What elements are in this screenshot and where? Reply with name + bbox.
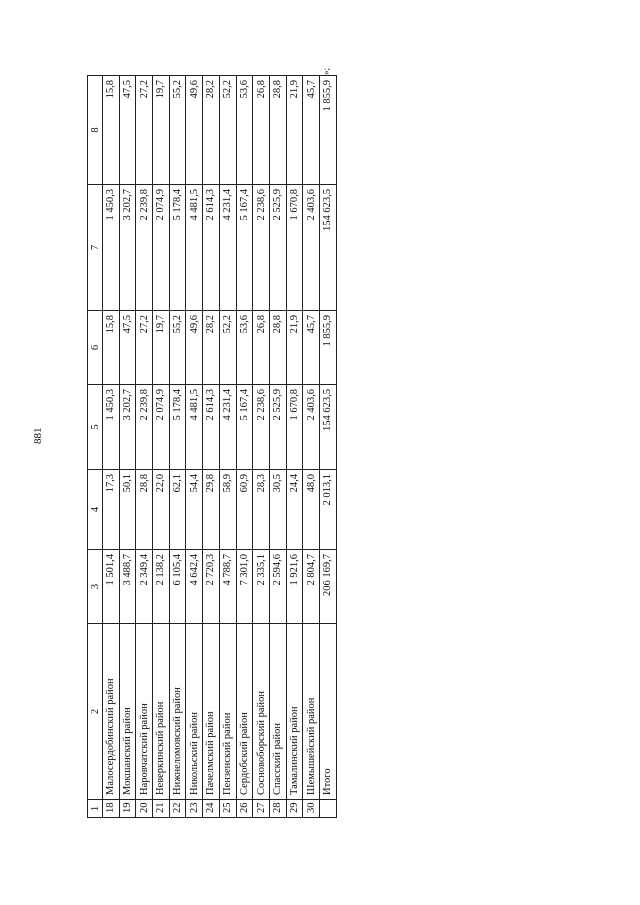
cell-text: 53,6 <box>238 80 250 99</box>
value-cell <box>136 470 153 550</box>
header-row <box>88 76 103 818</box>
value-cell <box>236 76 253 185</box>
cell-text: 1 855,9 <box>322 80 334 112</box>
value-cell <box>169 550 186 624</box>
cell-text: 55,2 <box>172 80 184 99</box>
table-row <box>219 76 236 818</box>
cell-text: 26,8 <box>255 80 267 99</box>
value-cell <box>103 550 120 624</box>
value-cell <box>286 385 303 470</box>
value-cell <box>103 470 120 550</box>
value-cell <box>169 76 186 185</box>
value-cell <box>269 185 286 311</box>
district-name-cell <box>203 624 220 800</box>
cell-text: 22 <box>172 802 184 813</box>
cell-text: 2 239,8 <box>138 189 150 221</box>
table-row <box>136 76 153 818</box>
row-number-cell <box>286 800 303 818</box>
cell-text: 2 013,1 <box>322 474 334 506</box>
row-number-cell <box>103 800 120 818</box>
cell-text: 25 <box>222 802 234 813</box>
value-cell <box>319 185 336 311</box>
cell-text: Нижнеломовский район <box>172 687 184 795</box>
value-cell <box>303 311 320 385</box>
value-cell <box>219 470 236 550</box>
district-name-cell <box>169 624 186 800</box>
table-row <box>303 76 320 818</box>
value-cell <box>253 470 270 550</box>
table-row <box>203 76 220 818</box>
value-cell <box>153 385 170 470</box>
table-row <box>119 76 136 818</box>
cell-text: 45,7 <box>305 80 317 99</box>
cell-text: 2 074,9 <box>155 389 167 421</box>
cell-text: Неверкинский район <box>155 701 167 795</box>
value-cell <box>169 185 186 311</box>
cell-text: 2 238,6 <box>255 189 267 221</box>
cell-text: Наровчатский район <box>138 703 150 795</box>
value-cell <box>119 185 136 311</box>
cell-text: 206 169,7 <box>322 554 334 596</box>
rotated-table-container <box>87 68 337 818</box>
value-cell <box>169 311 186 385</box>
value-cell <box>319 385 336 470</box>
cell-text: Никольский район <box>188 712 200 795</box>
cell-text: 28,2 <box>205 80 217 99</box>
row-number-cell <box>169 800 186 818</box>
cell-text: 27,2 <box>138 80 150 99</box>
cell-text: 29 <box>288 802 300 813</box>
cell-text: 28,8 <box>138 474 150 493</box>
cell-text: 2 614,3 <box>205 389 217 421</box>
value-cell <box>253 185 270 311</box>
value-cell <box>319 470 336 550</box>
cell-text: 1 670,8 <box>288 389 300 421</box>
column-header: 6 <box>88 311 103 385</box>
total-row <box>319 76 336 818</box>
value-cell <box>153 470 170 550</box>
cell-text: 1 921,6 <box>288 554 300 586</box>
row-number-cell <box>186 800 203 818</box>
cell-text: 2 335,1 <box>255 554 267 586</box>
value-cell <box>136 385 153 470</box>
cell-text: 58,9 <box>222 474 234 493</box>
cell-text: 23 <box>188 802 200 813</box>
cell-text: 2 804,7 <box>305 554 317 586</box>
value-cell <box>269 550 286 624</box>
value-cell <box>153 76 170 185</box>
value-cell <box>269 385 286 470</box>
value-cell <box>219 76 236 185</box>
value-cell <box>253 550 270 624</box>
value-cell <box>286 76 303 185</box>
value-cell <box>319 311 336 385</box>
cell-text: 18 <box>105 802 117 813</box>
row-number-cell <box>203 800 220 818</box>
cell-text: 3 202,7 <box>122 389 134 421</box>
cell-text: 4 231,4 <box>222 389 234 421</box>
value-cell <box>236 470 253 550</box>
value-cell <box>286 185 303 311</box>
table-row <box>169 76 186 818</box>
cell-text: 47,5 <box>122 80 134 99</box>
value-cell <box>203 311 220 385</box>
cell-text: 4 788,7 <box>222 554 234 586</box>
cell-text: 19,7 <box>155 80 167 99</box>
cell-text: 2 403,6 <box>305 189 317 221</box>
cell-text: Шемышейский район <box>305 697 317 795</box>
value-cell <box>219 550 236 624</box>
cell-text: 3 202,7 <box>122 189 134 221</box>
cell-text: Пензенский район <box>222 712 234 795</box>
cell-text: 28,3 <box>255 474 267 493</box>
value-cell <box>219 311 236 385</box>
cell-text: 4 231,4 <box>222 189 234 221</box>
value-cell <box>269 311 286 385</box>
district-name-cell <box>303 624 320 800</box>
cell-text: 4 481,5 <box>188 389 200 421</box>
district-name-cell <box>319 624 336 800</box>
value-cell <box>136 76 153 185</box>
cell-text: 60,9 <box>238 474 250 493</box>
cell-text: 17,3 <box>105 474 117 493</box>
value-cell <box>153 311 170 385</box>
column-header: 5 <box>88 385 103 470</box>
cell-text: 4 481,5 <box>188 189 200 221</box>
district-name-cell <box>153 624 170 800</box>
value-cell <box>253 311 270 385</box>
cell-text: 6 105,4 <box>172 554 184 586</box>
value-cell <box>169 470 186 550</box>
cell-text: 2 594,6 <box>272 554 284 586</box>
cell-text: 20 <box>138 802 150 813</box>
cell-text: 55,2 <box>172 315 184 334</box>
value-cell <box>303 470 320 550</box>
cell-text: 28,8 <box>272 80 284 99</box>
value-cell <box>319 68 336 185</box>
cell-text: 1 855,9 <box>322 315 334 347</box>
cell-text: 49,6 <box>188 80 200 99</box>
cell-text: Сосновоборский район <box>255 690 267 795</box>
value-cell <box>203 76 220 185</box>
cell-text: 2 074,9 <box>155 189 167 221</box>
cell-text: 28,2 <box>205 315 217 334</box>
cell-text: Пачелмский район <box>205 711 217 795</box>
value-cell <box>303 185 320 311</box>
row-number-cell <box>303 800 320 818</box>
value-cell <box>286 311 303 385</box>
value-cell <box>236 385 253 470</box>
value-cell <box>136 311 153 385</box>
cell-text: 62,1 <box>172 474 184 493</box>
value-cell <box>303 76 320 185</box>
cell-text: 19 <box>122 802 134 813</box>
value-cell <box>186 311 203 385</box>
value-cell <box>286 550 303 624</box>
value-cell <box>186 470 203 550</box>
cell-text: 154 623,5 <box>322 389 334 431</box>
cell-text: 47,5 <box>122 315 134 334</box>
cell-text: Мокшанский район <box>122 707 134 795</box>
column-header: 4 <box>88 470 103 550</box>
value-cell <box>103 76 120 185</box>
cell-text: 2 403,6 <box>305 389 317 421</box>
column-header: 2 <box>88 624 103 800</box>
cell-text: 15,8 <box>105 315 117 334</box>
cell-text: 53,6 <box>238 315 250 334</box>
value-cell <box>136 550 153 624</box>
cell-text: 21,9 <box>288 80 300 99</box>
cell-text: 5 178,4 <box>172 389 184 421</box>
table-row <box>286 76 303 818</box>
value-cell <box>103 185 120 311</box>
table-row <box>253 76 270 818</box>
cell-text: 27,2 <box>138 315 150 334</box>
district-name-cell <box>236 624 253 800</box>
cell-text: 45,7 <box>305 315 317 334</box>
district-name-cell <box>119 624 136 800</box>
cell-text: 28 <box>272 802 284 813</box>
row-number-cell <box>119 800 136 818</box>
row-number-cell <box>153 800 170 818</box>
district-name-cell <box>219 624 236 800</box>
value-cell <box>219 385 236 470</box>
value-cell <box>203 470 220 550</box>
value-cell <box>236 550 253 624</box>
cell-text: 26,8 <box>255 315 267 334</box>
column-header: 1 <box>88 800 103 818</box>
cell-text: 2 720,3 <box>205 554 217 586</box>
table-row <box>153 76 170 818</box>
cell-text: 1 450,3 <box>105 389 117 421</box>
cell-text: Сердобский район <box>238 712 250 795</box>
value-cell <box>169 385 186 470</box>
cell-text: Малосердобинский район <box>105 678 117 795</box>
cell-text: 2 238,6 <box>255 389 267 421</box>
cell-text: 26 <box>238 802 250 813</box>
value-cell <box>186 76 203 185</box>
value-cell <box>103 385 120 470</box>
value-cell <box>119 311 136 385</box>
value-cell <box>119 76 136 185</box>
cell-text: 49,6 <box>188 315 200 334</box>
value-cell <box>119 385 136 470</box>
cell-text: 5 167,4 <box>238 389 250 421</box>
column-header: 3 <box>88 550 103 624</box>
value-cell <box>153 550 170 624</box>
page-number: 881 <box>32 427 44 444</box>
cell-text: 4 642,4 <box>188 554 200 586</box>
cell-text: 22,0 <box>155 474 167 493</box>
table-row <box>269 76 286 818</box>
cell-text: 54,4 <box>188 474 200 493</box>
row-number-cell <box>269 800 286 818</box>
value-cell <box>186 385 203 470</box>
cell-text: 48,0 <box>305 474 317 493</box>
value-cell <box>269 470 286 550</box>
cell-text: 21 <box>155 802 167 813</box>
row-number-cell <box>136 800 153 818</box>
value-cell <box>219 185 236 311</box>
value-cell <box>236 185 253 311</box>
cell-text: 50,1 <box>122 474 134 493</box>
value-cell <box>236 311 253 385</box>
cell-text: 154 623,5 <box>322 189 334 231</box>
district-name-cell <box>186 624 203 800</box>
cell-text: Итого <box>322 768 334 795</box>
table-row <box>236 76 253 818</box>
row-number-cell <box>319 800 336 818</box>
column-header: 7 <box>88 185 103 311</box>
data-table <box>87 68 337 818</box>
cell-text: 2 349,4 <box>138 554 150 586</box>
cell-text: 30 <box>305 802 317 813</box>
value-cell <box>319 550 336 624</box>
value-cell <box>103 311 120 385</box>
column-header: 8 <box>88 76 103 185</box>
cell-text: 28,8 <box>272 315 284 334</box>
value-cell <box>153 185 170 311</box>
cell-text: 2 138,2 <box>155 554 167 586</box>
value-cell <box>203 385 220 470</box>
row-number-cell <box>236 800 253 818</box>
cell-text: 29,8 <box>205 474 217 493</box>
value-cell <box>119 470 136 550</box>
value-cell <box>303 550 320 624</box>
value-cell <box>203 550 220 624</box>
district-name-cell <box>286 624 303 800</box>
value-cell <box>119 550 136 624</box>
district-name-cell <box>269 624 286 800</box>
district-name-cell <box>136 624 153 800</box>
cell-text: 24,4 <box>288 474 300 493</box>
value-cell <box>303 385 320 470</box>
cell-text: 24 <box>205 802 217 813</box>
cell-text: 27 <box>255 802 267 813</box>
row-number-cell <box>253 800 270 818</box>
closing-quote-mark: »; <box>320 68 331 76</box>
cell-text: 19,7 <box>155 315 167 334</box>
district-name-cell <box>103 624 120 800</box>
cell-text: 15,8 <box>105 80 117 99</box>
value-cell <box>253 76 270 185</box>
value-cell <box>269 76 286 185</box>
row-number-cell <box>219 800 236 818</box>
value-cell <box>253 385 270 470</box>
cell-text: 52,2 <box>222 315 234 334</box>
value-cell <box>286 470 303 550</box>
cell-text: 1 501,4 <box>105 554 117 586</box>
value-cell <box>186 550 203 624</box>
cell-text: Спасский район <box>272 723 284 795</box>
value-cell <box>136 185 153 311</box>
cell-text: 5 178,4 <box>172 189 184 221</box>
table-row <box>186 76 203 818</box>
district-name-cell <box>253 624 270 800</box>
cell-text: 3 488,7 <box>122 554 134 586</box>
cell-text: 2 614,3 <box>205 189 217 221</box>
cell-text: 2 525,9 <box>272 389 284 421</box>
cell-text: 5 167,4 <box>238 189 250 221</box>
cell-text: 1 670,8 <box>288 189 300 221</box>
cell-text: 7 301,0 <box>238 554 250 586</box>
cell-text: 21,9 <box>288 315 300 334</box>
cell-text: 2 525,9 <box>272 189 284 221</box>
cell-text: 1 450,3 <box>105 189 117 221</box>
table-row <box>103 76 120 818</box>
value-cell <box>186 185 203 311</box>
value-cell <box>203 185 220 311</box>
cell-text: 52,2 <box>222 80 234 99</box>
cell-text: 30,5 <box>272 474 284 493</box>
cell-text: Тамалинский район <box>288 706 300 795</box>
cell-text: 2 239,8 <box>138 389 150 421</box>
